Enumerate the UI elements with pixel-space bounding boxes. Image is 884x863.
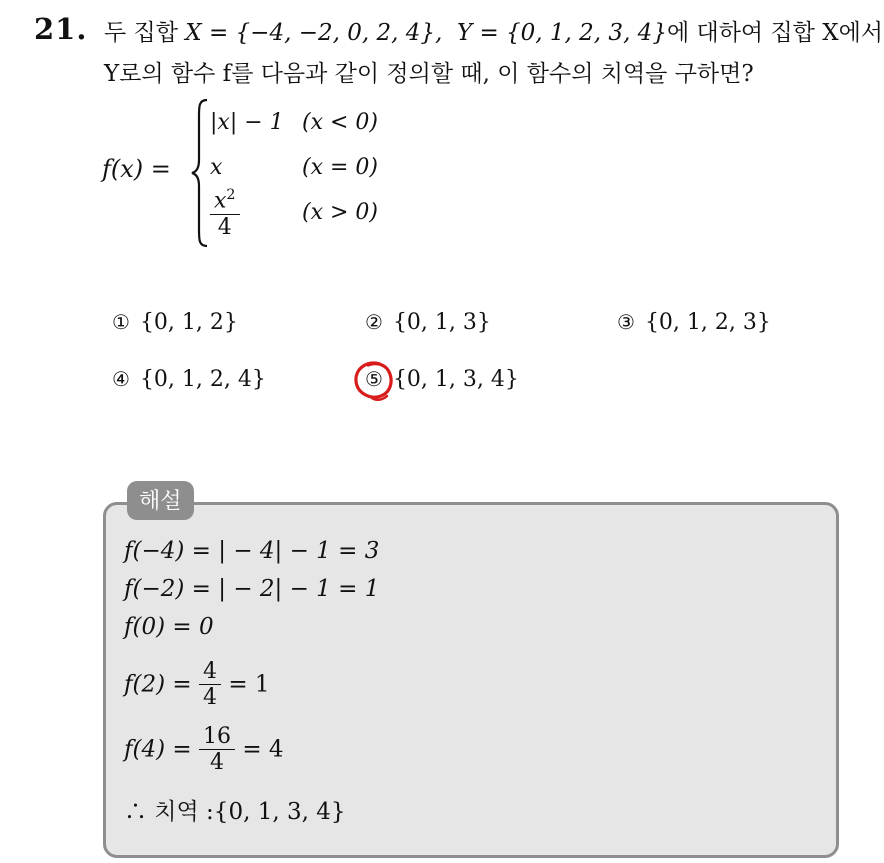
solution-fraction-2: $\frac{16}{4}$ [199, 725, 235, 775]
case-3-fraction: $\frac{x^2}{4}$ [210, 188, 240, 240]
solution-line-2: f(−2) = | − 2| − 1 = 1 [124, 576, 380, 602]
solution-fraction-1: $\frac{4}{4}$ [199, 660, 221, 710]
question-suffix: 에 대하여 집합 X에서 [666, 20, 884, 46]
choice-5-mark: ⑤ [365, 367, 383, 391]
choice-1[interactable] [112, 310, 238, 335]
solution-line-4: f(2) = $\frac{4}{4}$ = 1 [124, 659, 270, 711]
set-y: Y = {0, 1, 2, 3, 4} [456, 20, 667, 46]
case-3-cond: (x > 0) [302, 200, 378, 225]
set-x: X = {−4, −2, 0, 2, 4}, [185, 20, 443, 46]
question-number: 21. [34, 12, 88, 46]
choice-4[interactable] [112, 367, 266, 392]
question-line-2: Y로의 함수 f를 다음과 같이 정의할 때, 이 함수의 치역을 구하면? [104, 61, 754, 87]
function-label: f(x) = [102, 155, 171, 183]
question-line-1 [104, 14, 883, 47]
choice-2-mark: ② [365, 310, 383, 334]
question-prefix: 두 집합 [104, 20, 186, 46]
choice-5-value: {0, 1, 3, 4} [392, 367, 519, 392]
solution-line-5: f(4) = $\frac{16}{4}$ = 4 [124, 724, 284, 776]
solution-line-3: f(0) = 0 [124, 614, 214, 640]
solution-line-1: f(−4) = | − 4| − 1 = 3 [124, 538, 380, 564]
solution-conclusion: ∴ 치역 :{0, 1, 3, 4} [124, 799, 346, 825]
choice-3[interactable] [617, 310, 771, 335]
answer-circle-icon [350, 356, 398, 404]
choice-3-value: {0, 1, 2, 3} [644, 310, 771, 335]
choice-2-value: {0, 1, 3} [392, 310, 491, 335]
case-2-expr: x [210, 155, 223, 180]
case-1-expr: |x| − 1 [210, 110, 284, 135]
choice-1-value: {0, 1, 2} [139, 310, 238, 335]
case-3-expr [210, 188, 240, 240]
left-brace-icon [190, 98, 210, 248]
case-2-cond: (x = 0) [302, 155, 378, 180]
choice-2[interactable] [365, 310, 491, 335]
choice-4-value: {0, 1, 2, 4} [139, 367, 266, 392]
case-1-cond: (x < 0) [302, 110, 378, 135]
choice-1-mark: ① [112, 310, 130, 334]
choice-3-mark: ③ [617, 310, 635, 334]
solution-tag: 해설 [127, 481, 194, 520]
choice-4-mark: ④ [112, 367, 130, 391]
